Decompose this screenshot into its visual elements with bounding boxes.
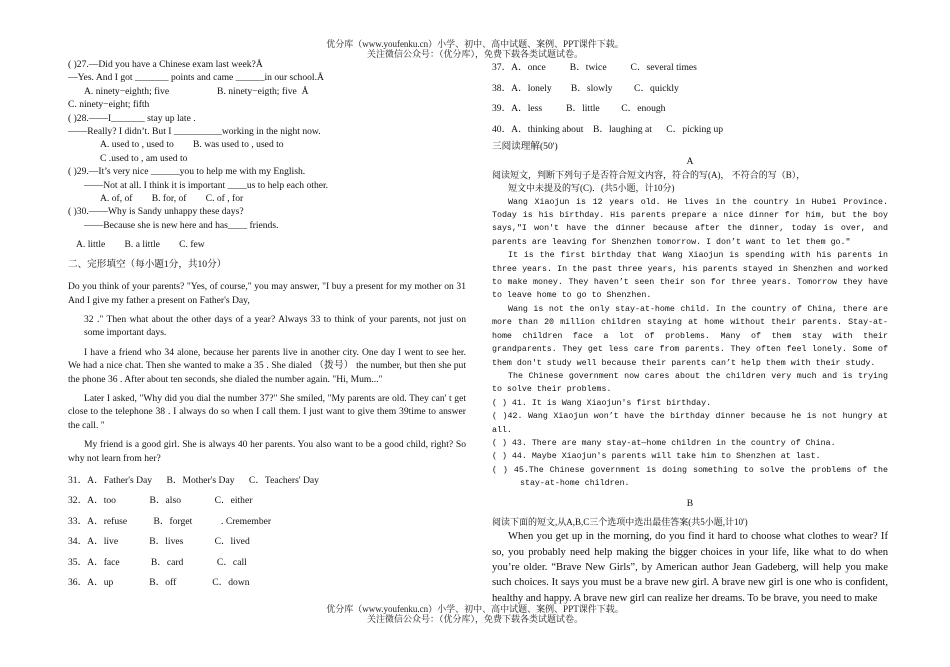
cloze-options-continued [492, 58, 888, 140]
option-row: 36．A．up B．off C．down [68, 577, 250, 589]
q30-reply: ——Because she is new here and has____ friends. [84, 219, 279, 231]
option-row: 40．A．thinking about B．laughing at C．picking up [492, 123, 724, 135]
option-row: 35．A．face B．card C．call [68, 556, 247, 568]
statement-41: ( ) 41. It is Wang Xiaojun's first birthday. [492, 398, 712, 408]
passage-a [492, 196, 888, 397]
page-header [0, 39, 950, 59]
part-b-instruction: 阅读下面的短文,从A,B,C三个选项中选出最佳答案(共5小题,计10') [492, 516, 748, 527]
part-a-instruction-2: 短文中未提及的写(C)．(共5小题，计10分) [508, 183, 675, 194]
part-a-instruction: 阅读短文，判断下列句子是否符合短文内容，符合的写(A)， 不符合的写（B）， [492, 169, 806, 180]
passage-paragraph: Wang is not the only stay-at-home child. In the country of China, there are more than 20 million children staying at home without their parents. Stay-at-home children face a lot of problems. Many of them stay with their grandparents. They get less care from parents. They often feel lonely. Some of them don't study well because their parents can’t help them with their study. [492, 304, 888, 368]
q27-options-ab: A. ninety−eighth; five B. ninety−eigth; five Å [84, 85, 309, 97]
cloze-paragraph: My friend is a good girl. She is always 40 her parents. You also want to be a good child, right? So why not learn from her? [68, 439, 466, 464]
q29-reply: ——Not at all. I think it is important ____us to help each other. [84, 179, 329, 191]
part-a-label: A [686, 156, 694, 168]
statement-45: ( ) 45.The Chinese government is doing something to solve the problems of the stay-at-home children. [492, 465, 888, 489]
right-column [492, 58, 888, 606]
statement-42: ( )42. Wang Xiaojun won’t have the birthday dinner because he is not hungry at all. [492, 412, 888, 435]
passage-paragraph: It is the first birthday that Wang Xiaojun is spending with his parents in three years. In the past three years, his parents stayed in Shenzhen and worked to make money. They haven’t seen their son for three years. Tomorrow they have to leave home to go to Shenzhen. [492, 251, 888, 301]
q29-options: A. of, of B. for, of C. of , for [100, 193, 244, 205]
page-footer [0, 604, 950, 624]
part-b-label: B [686, 497, 694, 509]
statement-44: ( ) 44. Maybe Xiaojun's parents will take him to Shenzhen at last. [492, 452, 821, 462]
footer-line-2: 关注微信公众号：（优分库），免费下载各类试题试卷。 [366, 614, 583, 624]
cloze-paragraph: Do you think of your parents? "Yes, of course," you may answer, "I buy a present for my mother on 31 And I give my father a present on Father's Day, [68, 281, 466, 306]
true-false-statements [492, 397, 888, 491]
left-column [68, 58, 466, 594]
q27-option-c: C. ninety−eight; fifth [68, 99, 150, 111]
option-row: 31．A．Father's Day B．Mother's Day C．Teachers' Day [68, 474, 319, 486]
option-row: 34．A．live B．lives C．lived [68, 536, 250, 548]
passage-paragraph: The Chinese government now cares about the children very much and is trying to solve their problems. [492, 371, 888, 395]
q29-stem: ( )29.—It’s very nice ______you to help me with my English. [68, 166, 306, 178]
cloze-paragraph: Later I asked, "Why did you dial the number 37?" She smiled, "My parents are old. They can' t get close to the telephone 38 . I always do so when I call them. I just want to give them 39time to answer the call. " [68, 392, 466, 431]
statement-43: ( ) 43. There are many stay-at—home children in the country of China. [492, 438, 836, 448]
cloze-paragraph: I have a friend who 34 alone, because her parents live in another city. One day I went to see her. We had a nice chat. Then she wanted to make a 35 . She dialed （拨号） the number, but then she put the phone 36 . After about ten seconds, she dialed the number again. "Hi, Mum..." [68, 346, 466, 385]
question-28 [68, 112, 466, 166]
option-row: 38．A．lonely B．slowly C．quickly [492, 82, 679, 94]
q28-options-ab: A. used to , used to B. was used to , used to [100, 139, 284, 151]
q27-reply: —Yes. And I got _______ points and came ______in our school.Å [68, 72, 324, 84]
passage-b: When you get up in the morning, do you find it hard to choose what clothes to wear? If so, you probably need help making the bigger choices in your life, like what to do when you’re older. “Brave New Girls”, by American author Jean Gadeberg, will help you make such choices. It says you must be a brave new girl. A brave new girl is one who is confident, healthy and happy. A brave new girl can realize her dreams. To be brave, you need to make [492, 531, 888, 604]
cloze-paragraph: 32 ." Then what about the other days of a year? Always 33 to think of your parents, not just on some important days. [84, 313, 466, 339]
section-3-title: 三阅读理解(50') [492, 141, 558, 152]
option-row: 33．A．refuse B．forget . Cremember [68, 515, 272, 527]
q28-reply: ——Really? I didn’t. But I __________working in the night now. [68, 126, 321, 138]
footer-line-1: 优分库（www.youfenku.cn）小学、初中、高中试题、案例、PPT课件下载。 [326, 604, 624, 614]
question-30 [68, 205, 466, 251]
option-row: 39．A．less B．little C．enough [492, 103, 666, 114]
cloze-options [68, 471, 466, 594]
q30-stem: ( )30.——Why is Sandy unhappy these days? [68, 206, 244, 218]
option-row: 32．A．too B．also C．either [68, 495, 253, 507]
q28-stem: ( )28.——I_______ stay up late . [68, 112, 196, 124]
option-row: 37．A．once B．twice C．several times [492, 62, 697, 73]
section-2-title: 二、完形填空（每小题1分，共10分） [68, 258, 227, 270]
question-27 [68, 58, 466, 112]
q27-stem: ( )27.—Did you have a Chinese exam last week?Å [68, 59, 263, 70]
header-line-2: 关注微信公众号：（优分库），免费下载各类试题试卷。 [366, 49, 583, 59]
question-29 [68, 165, 466, 205]
q30-options: A. little B. a little C. few [76, 239, 205, 251]
header-line-1: 优分库（www.youfenku.cn）小学、初中、高中试题、案例、PPT课件下载。 [326, 39, 624, 49]
cloze-passage [68, 280, 466, 465]
passage-paragraph: Wang Xiaojun is 12 years old. He lives in the country in Hubei Province. Today is his birthday. His parents prepare a nice dinner for him, but the boy says,"I won't have the dinner because after the dinner, today is over, and parents are leaving for Shenzhen tomorrow. I don’t want to let them go." [492, 197, 888, 247]
q28-option-c: C .used to , am used to [100, 152, 188, 164]
